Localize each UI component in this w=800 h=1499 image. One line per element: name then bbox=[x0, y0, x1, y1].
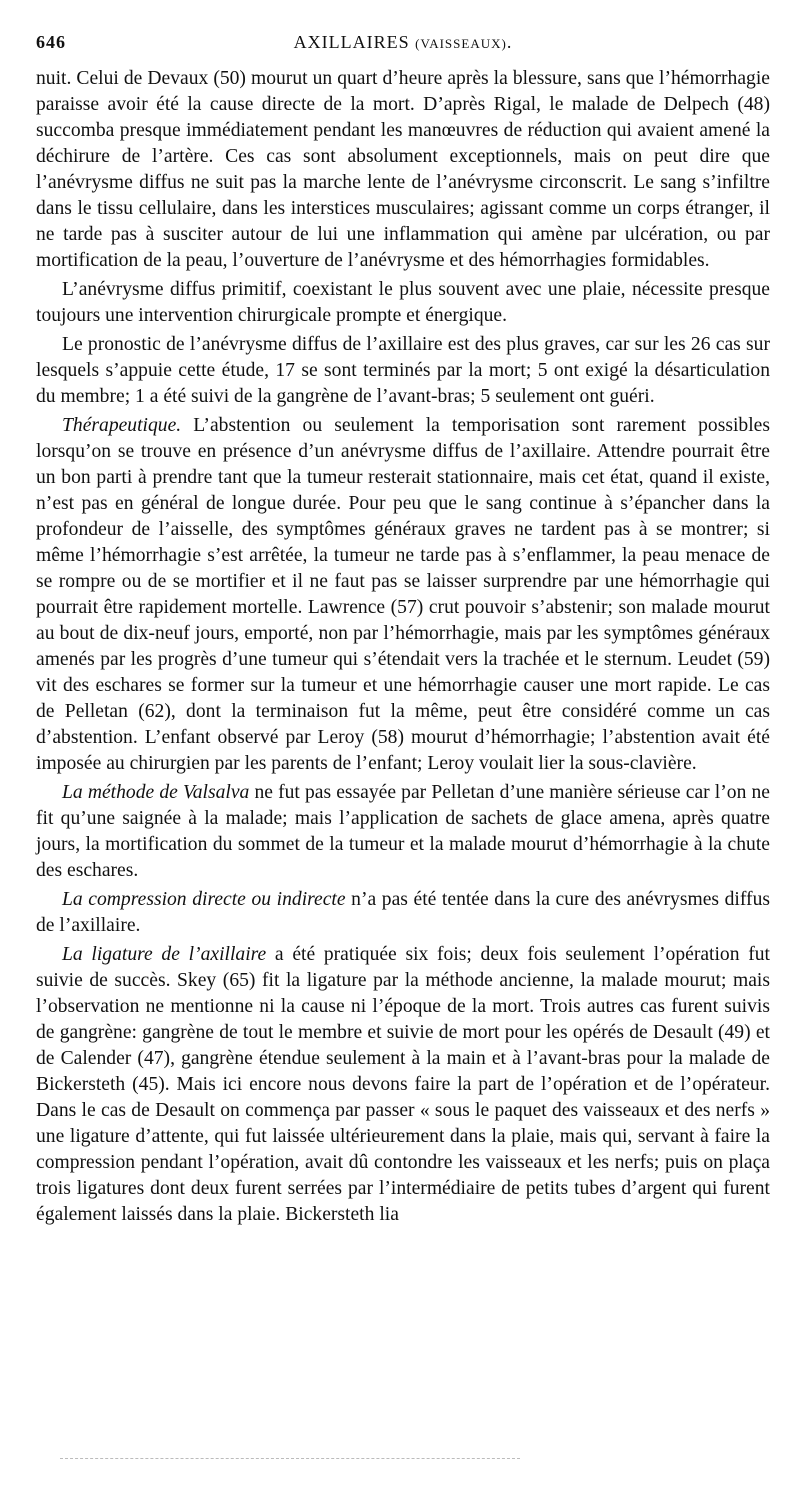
running-title-main: AXILLAIRES bbox=[293, 32, 410, 52]
paragraph-text: L’abstention ou seulement la temporisation sont rarement possibles lorsqu’on se trouve en présence d’un anévrysme diffus de l’axillaire. Attendre pourrait être un bon parti à prendre tant que la tumeur resterait stationnaire, mais cet état, quand il existe, n’est pas en général de longue durée. Pour peu que le sang continue à s’épancher dans la profondeur de l’aisselle, des symptômes généraux graves ne tardent pas à se montrer; si même l’hémorrhagie s’est arrêtée, la tumeur ne tarde pas à s’enflammer, la peau menace de se rompre ou de se mortifier et il ne faut pas se laisser surprendre par une hémorrhagie qui pourrait être rapidement mortelle. Lawrence (57) crut pouvoir s’abstenir; son malade mourut au bout de dix-neuf jours, emporté, non par l’hémorrhagie, mais par les symptômes généraux amenés par les progrès d’une tumeur qui s’étendait vers la trachée et le sternum. Leudet (59) vit des eschares se former sur la tumeur et une hémorrhagie causer une mort rapide. Le cas de Pelletan (62), dont la terminaison fut la même, peut être considéré comme un cas d’abstention. L’enfant observé par Leroy (58) mourut d’hémorrhagie; l’abstention avait été imposée au chirurgien par les parents de l’enfant; Leroy voulait lier la sous-clavière. bbox=[36, 415, 770, 774]
running-title-paren: (VAISSEAUX) bbox=[415, 36, 507, 51]
paragraph bbox=[36, 942, 770, 1228]
italic-heading: La ligature de l’axillaire bbox=[62, 944, 267, 965]
paragraph-text: L’anévrysme diffus primitif, coexistant le plus souvent avec une plaie, nécessite presque toujours une intervention chirurgicale prompte et énergique. bbox=[36, 279, 770, 326]
paragraph bbox=[36, 413, 770, 777]
paragraph-text: n’a pas été tentée dans la cure des anévrysmes diffus de l’axillaire. bbox=[36, 889, 770, 936]
paragraph-text: ne fut pas essayée par Pelletan d’une manière sérieuse car l’on ne fit qu’une saignée à la malade; mais l’application de sachets de glace amena, après quatre jours, la mortification du sommet de la tumeur et la malade mourut d’hémorrhagie à la chute des eschares. bbox=[36, 782, 770, 881]
paragraph bbox=[36, 277, 770, 329]
body-text bbox=[36, 66, 770, 1228]
italic-heading: Thérapeutique. bbox=[62, 415, 182, 436]
paragraph-text: a été pratiquée six fois; deux fois seulement l’opération fut suivie de succès. Skey (65) fit la ligature par la méthode ancienne, la malade mourut; mais l’observation ne mentionne ni la cause ni l’époque de la mort. Trois autres cas furent suivis de gangrène: gangrène de tout le membre et suivie de mort pour les opérés de Desault (49) et de Calender (47), gangrène étendue seulement à la main et à l’avant-bras pour la malade de Bickersteth (45). Mais ici encore nous devons faire la part de l’opération et de l’opérateur. Dans le cas de Desault on commença par passer « sous le paquet des vaisseaux et des nerfs » une ligature d’attente, qui fut laissée ultérieurement dans la plaie, mais qui, servant à faire la compression pendant l’opération, avait dû contondre les vaisseaux et les nerfs; puis on plaça trois ligatures dont deux furent serrées par l’intermédiaire de petits tubes d’argent qui furent également laissés dans la plaie. Bickersteth lia bbox=[36, 944, 770, 1225]
paragraph bbox=[36, 332, 770, 410]
page-number: 646 bbox=[36, 32, 66, 52]
footer-rule bbox=[60, 1458, 520, 1459]
book-page bbox=[36, 28, 770, 1231]
running-title-end: . bbox=[506, 32, 513, 52]
italic-heading: La méthode de Valsalva bbox=[62, 782, 250, 803]
paragraph-text: Le pronostic de l’anévrysme diffus de l’axillaire est des plus graves, car sur les 26 cas sur lesquels s’appuie cette étude, 17 se sont terminés par la mort; 5 ont exigé la désarticulation du membre; 1 a été suivi de la gangrène de l’avant-bras; 5 seulement ont guéri. bbox=[36, 334, 770, 407]
paragraph-text: nuit. Celui de Devaux (50) mourut un quart d’heure après la blessure, sans que l’hémorrhagie paraisse avoir été la cause directe de la mort. D’après Rigal, le malade de Delpech (48) succomba presque immédiatement pendant les manœuvres de réduction qui avaient amené la déchirure de l’artère. Ces cas sont absolument exceptionnels, mais on peut dire que l’anévrysme diffus ne suit pas la marche lente de l’anévrysme circonscrit. Le sang s’infiltre dans le tissu cellulaire, dans les interstices musculaires; agissant comme un corps étranger, il ne tarde pas à susciter autour de lui une inflammation qui amène par ulcération, ou par mortification de la peau, l’ouverture de l’anévrysme et des hémorrhagies formidables. bbox=[36, 68, 770, 271]
page-header bbox=[36, 28, 770, 60]
paragraph bbox=[36, 66, 770, 274]
paragraph bbox=[36, 780, 770, 884]
running-title bbox=[36, 32, 770, 53]
paragraph bbox=[36, 887, 770, 939]
italic-heading: La compression directe ou indirecte bbox=[62, 889, 346, 910]
